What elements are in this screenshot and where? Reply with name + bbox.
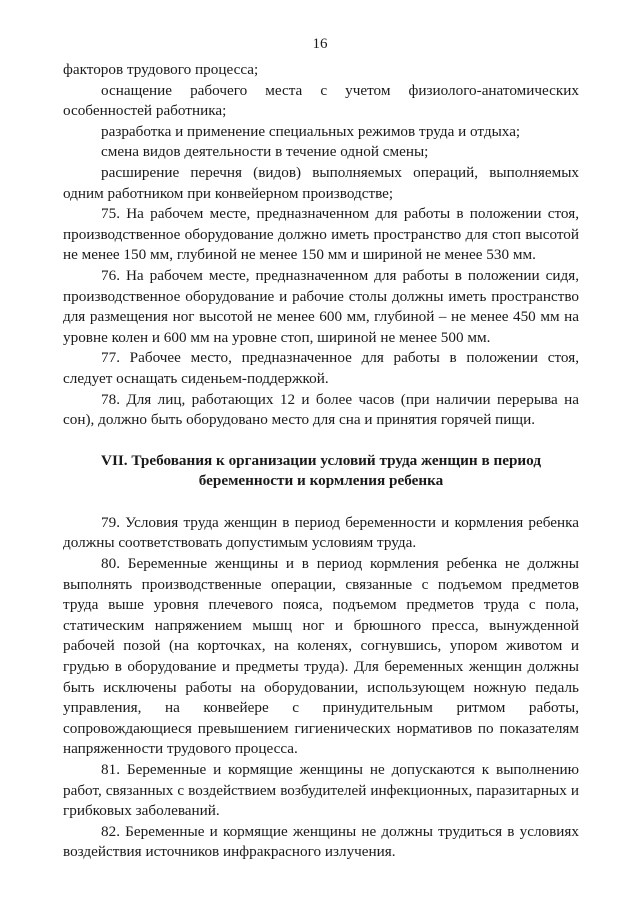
paragraph-78: 78. Для лиц, работающих 12 и более часов (при наличии перерыва на сон), должно быть оборудовано место для сна и принятия горячей пищи. — [63, 390, 579, 429]
paragraph-continuation: факторов трудового процесса; — [63, 61, 259, 78]
paragraph-list-item: смена видов деятельности в течение одной смены; — [101, 143, 429, 161]
paragraph-81: 81. Беременные и кормящие женщины не допускаются к выполнению работ, связанных с воздействием возбудителей инфекционных, паразитарных и грибковых заболеваний. — [63, 761, 579, 820]
paragraph-75: 75. На рабочем месте, предназначенном для работы в положении стоя, производственное оборудование должно иметь пространство для стоп высотой не менее 150 мм, глубиной не менее 150 мм и шириной не менее 530 мм. — [63, 205, 579, 264]
paragraph-list-item: оснащение рабочего места с учетом физиолого-анатомических особенностей работника; — [63, 81, 579, 120]
paragraph-80: 80. Беременные женщины и в период кормления ребенка не должны выполнять производственные операции, связанные с подъемом предметов труда выше уровня плечевого пояса, подъемом предметов труда с пола, статическим напряжением мышц ног и брюшного пресса, вынужденной рабочей позой (на корточках, на коленях, согнувшись, упором животом и грудью в оборудование и предметы труда). Для беременных женщин должны быть исключены работы на оборудовании, использующем ножную педаль управления, на конвейере с принудительным ритмом работы, сопровождающиеся превышением гигиенических нормативов по показателям напряженности трудового процесса. — [63, 555, 579, 758]
paragraph-list-item: разработка и применение специальных режимов труда и отдыха; — [101, 122, 521, 140]
paragraph-77: 77. Рабочее место, предназначенное для работы в положении стоя, следует оснащать сиденьем-поддержкой. — [63, 349, 579, 387]
section-heading-line-2: беременности и кормления ребенка — [198, 472, 444, 490]
section-heading — [63, 451, 579, 492]
paragraph-79: 79. Условия труда женщин в период беременности и кормления ребенка должны соответствовать допустимым условиям труда. — [63, 513, 579, 552]
section-heading-line-1: VII. Требования к организации условий труда женщин в период — [100, 451, 542, 469]
page-number: 16 — [312, 36, 328, 52]
paragraph-list-item: расширение перечня (видов) выполняемых операций, выполняемых одним работником при конвейерном производстве; — [63, 163, 579, 202]
paragraph-82: 82. Беременные и кормящие женщины не должны трудиться в условиях воздействия источников инфракрасного излучения. — [63, 822, 579, 861]
paragraph-76: 76. На рабочем месте, предназначенном для работы в положении сидя, производственное оборудование и рабочие столы должны иметь пространство для размещения ног высотой не менее 600 мм, глубиной – не менее 450 мм на уровне колен и 600 мм на уровне стоп, шириной не менее 500 мм. — [63, 266, 579, 346]
document-body — [63, 60, 579, 863]
